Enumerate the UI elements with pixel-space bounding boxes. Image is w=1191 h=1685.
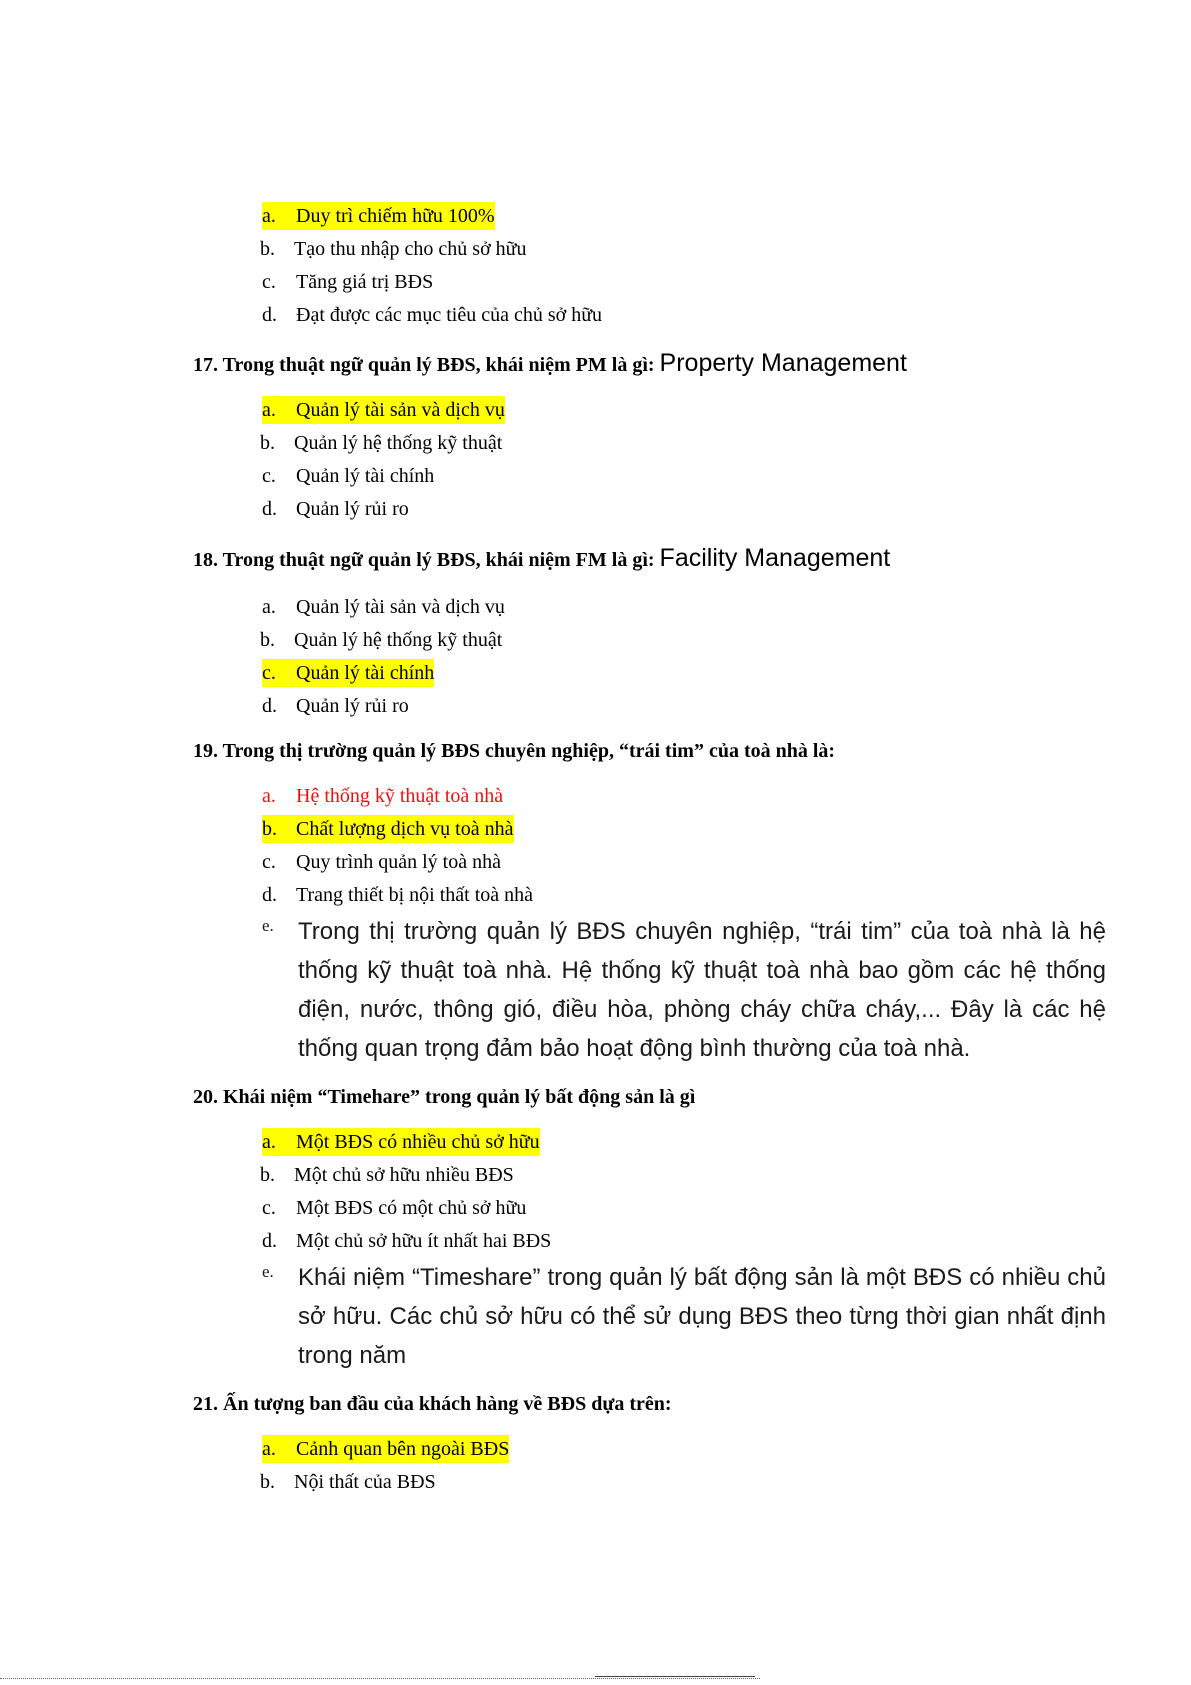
option-text: Quản lý tài sản và dịch vụ	[296, 596, 505, 618]
q16-option-b	[260, 235, 526, 263]
option-letter: b.	[260, 629, 275, 651]
question-text: 21. Ấn tượng ban đầu của khách hàng về BĐS dựa trên:	[193, 1393, 672, 1415]
explanation-letter: e.	[262, 916, 274, 935]
q19-option-a	[262, 782, 503, 810]
question-text: 19. Trong thị trường quản lý BĐS chuyên nghiệp, “trái tim” của toà nhà là:	[193, 740, 836, 762]
option-text: Quản lý tài chính	[296, 662, 435, 684]
option-letter: d.	[262, 498, 277, 520]
option-letter: b.	[260, 238, 275, 260]
q20-option-d	[262, 1227, 551, 1255]
q18-question	[193, 543, 890, 575]
option-text: Một BĐS có nhiều chủ sở hữu	[296, 1131, 540, 1153]
option-text: Trang thiết bị nội thất toà nhà	[296, 884, 534, 906]
option-text: Một chủ sở hữu ít nhất hai BĐS	[296, 1230, 552, 1252]
option-letter: a.	[262, 785, 276, 807]
option-letter: c.	[262, 662, 276, 684]
q19-option-c	[262, 848, 501, 876]
q21-question	[193, 1389, 672, 1419]
explanation-letter: e.	[262, 1262, 274, 1281]
page-bottom-divider-solid	[595, 1676, 755, 1678]
option-text: Cảnh quan bên ngoài BĐS	[296, 1438, 510, 1460]
option-letter: a.	[262, 399, 276, 421]
option-letter: a.	[262, 205, 276, 227]
option-letter: d.	[262, 884, 277, 906]
option-letter: b.	[260, 432, 275, 454]
q19-question	[193, 736, 835, 766]
q20-option-a	[262, 1128, 540, 1156]
q21-option-b	[260, 1468, 436, 1496]
page-bottom-divider	[0, 1678, 760, 1680]
option-letter: d.	[262, 304, 277, 326]
q18-option-b	[260, 626, 502, 654]
answer-note: Facility Management	[659, 544, 891, 572]
explanation-text: Khái niệm “Timeshare” trong quản lý bất động sản là một BĐS có nhiều chủ sở hữu. Các chủ sở hữu có thể sử dụng BĐS theo từng thời gian nhất định trong năm	[298, 1264, 1106, 1369]
q16-option-c	[262, 268, 433, 296]
answer-note: Property Management	[659, 349, 907, 377]
q17-question	[193, 348, 907, 380]
question-text: 20. Khái niệm “Timehare” trong quản lý bất động sản là gì	[193, 1086, 696, 1108]
q16-option-a	[262, 202, 495, 230]
q17-option-a	[262, 396, 505, 424]
question-text: 18. Trong thuật ngữ quản lý BĐS, khái niệm FM là gì:	[193, 549, 655, 571]
option-text: Quy trình quản lý toà nhà	[296, 851, 501, 873]
option-text: Một chủ sở hữu nhiều BĐS	[294, 1164, 514, 1186]
option-text: Tạo thu nhập cho chủ sở hữu	[294, 238, 527, 260]
option-letter: b.	[260, 1164, 275, 1186]
option-text: Hệ thống kỹ thuật toà nhà	[296, 785, 504, 807]
q20-explanation	[262, 1258, 1106, 1375]
option-text: Quản lý tài chính	[296, 465, 435, 487]
q19-option-d	[262, 881, 533, 909]
q16-option-d	[262, 301, 602, 329]
option-letter: a.	[262, 1438, 276, 1460]
option-text: Đạt được các mục tiêu của chủ sở hữu	[296, 304, 603, 326]
q20-question	[193, 1082, 695, 1112]
option-letter: d.	[262, 695, 277, 717]
q21-option-a	[262, 1435, 509, 1463]
question-text: 17. Trong thuật ngữ quản lý BĐS, khái niệm PM là gì:	[193, 354, 655, 376]
option-text: Một BĐS có một chủ sở hữu	[296, 1197, 527, 1219]
option-text: Quản lý rủi ro	[296, 498, 409, 520]
option-letter: b.	[260, 1471, 275, 1493]
option-text: Duy trì chiếm hữu 100%	[296, 205, 495, 227]
q18-option-d	[262, 692, 409, 720]
option-letter: c.	[262, 1197, 276, 1219]
q17-option-c	[262, 462, 434, 490]
q17-option-b	[260, 429, 502, 457]
q17-option-d	[262, 495, 409, 523]
option-letter: c.	[262, 271, 276, 293]
option-text: Quản lý tài sản và dịch vụ	[296, 399, 505, 421]
option-letter: d.	[262, 1230, 277, 1252]
q18-option-a	[262, 593, 505, 621]
q19-option-b	[262, 815, 514, 843]
q20-option-b	[260, 1161, 514, 1189]
explanation-text: Trong thị trường quản lý BĐS chuyên nghiệp, “trái tim” của toà nhà là hệ thống kỹ thuật toà nhà. Hệ thống kỹ thuật toà nhà bao gồm các hệ thống điện, nước, thông gió, điều hòa, phòng cháy chữa cháy,... Đây là các hệ thống quan trọng đảm bảo hoạt động bình thường của toà nhà.	[298, 918, 1106, 1062]
option-letter: a.	[262, 1131, 276, 1153]
option-letter: b.	[262, 818, 277, 840]
option-letter: c.	[262, 851, 276, 873]
q19-explanation	[262, 912, 1106, 1068]
option-text: Tăng giá trị BĐS	[296, 271, 434, 293]
option-text: Quản lý rủi ro	[296, 695, 409, 717]
q18-option-c	[262, 659, 434, 687]
option-text: Quản lý hệ thống kỹ thuật	[294, 629, 503, 651]
q20-option-c	[262, 1194, 526, 1222]
option-text: Quản lý hệ thống kỹ thuật	[294, 432, 503, 454]
option-letter: c.	[262, 465, 276, 487]
option-letter: a.	[262, 596, 276, 618]
option-text: Chất lượng dịch vụ toà nhà	[296, 818, 514, 840]
option-text: Nội thất của BĐS	[294, 1471, 436, 1493]
